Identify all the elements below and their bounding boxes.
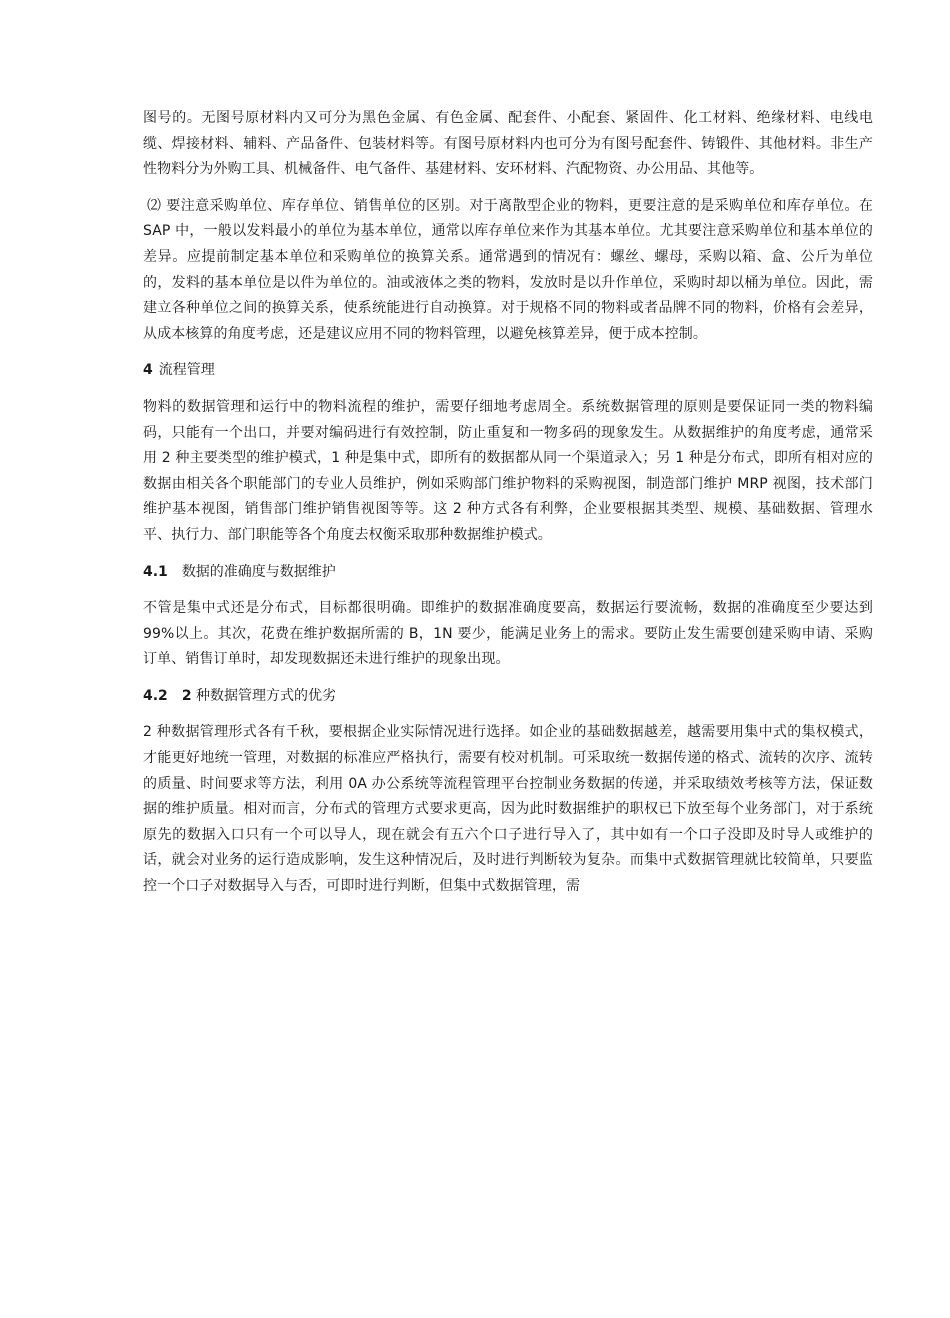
section-heading-4: [143, 358, 873, 384]
section-number: 4.1: [143, 563, 168, 580]
section-title-number: 2: [181, 687, 192, 704]
section-heading-4-2: [143, 684, 873, 710]
paragraph-data-accuracy: 不管是集中式还是分布式，目标都很明确。即维护的数据准确度要高，数据运行要流畅，数据的准确度至少要达到 99%以上。其次，花费在维护数据所需的 B，1N 要少，能满足业务上的需求。要防止发生需要创建采购申请、采购订单、销售订单时，却发现数据还未进行维护的现象出现。: [143, 600, 873, 668]
document-page: [143, 106, 873, 911]
section-title: 数据的准确度与数据维护: [181, 563, 336, 580]
section-number: 4.2: [143, 687, 168, 704]
paragraph-unit-differences: ⑵ 要注意采购单位、库存单位、销售单位的区别。对于离散型企业的物料，更要注意的是采购单位和库存单位。在 SAP 中，一般以发料最小的单位为基本单位，通常以库存单位来作为其基本单位。尤其要注意采购单位和基本单位的差异。应提前制定基本单位和采购单位的换算关系。通常遇到的情况有：螺丝、螺母，采购以箱、盒、公斤为单位的，发料的基本单位是以件为单位的。油或液体之类的物料，发放时是以升作单位，采购时却以桶为单位。因此，需建立各种单位之间的换算关系，使系统能进行自动换算。对于规格不同的物料或者品牌不同的物料，价格有会差异，从成本核算的角度考虑，还是建议应用不同的物料管理，以避免核算差异，便于成本控制。: [143, 197, 873, 342]
section-title: 种数据管理方式的优劣: [196, 687, 337, 704]
paragraph-material-classification: 图号的。无图号原材料内又可分为黑色金属、有色金属、配套件、小配套、紧固件、化工材料、绝缘材料、电线电缆、焊接材料、辅料、产品备件、包装材料等。有图号原材料内也可分为有图号配套件、铸锻件、其他材料。非生产性物料分为外购工具、机械备件、电气备件、基建材料、安环材料、汽配物资、办公用品、其他等。: [143, 110, 873, 178]
section-title: 流程管理: [158, 362, 215, 379]
paragraph-process-management: 物料的数据管理和运行中的物料流程的维护，需要仔细地考虑周全。系统数据管理的原则是要保证同一类的物料编码，只能有一个出口，并要对编码进行有效控制，防止重复和一物多码的现象发生。从数据维护的角度考虑，通常采用 2 种主要类型的维护模式，1 种是集中式，即所有的数据都从同一个渠道录入；另 1 种是分布式，即所有相对应的数据由相关各个职能部门的专业人员维护，例如采购部门维护物料的采购视图，制造部门维护 MRP 视图，技术部门维护基本视图，销售部门维护销售视图等等。这 2 种方式各有利弊，企业要根据其类型、规模、基础数据、管理水平、执行力、部门职能等各个角度去权衡采取那种数据维护模式。: [143, 398, 873, 543]
section-number: 4: [143, 362, 153, 379]
section-heading-4-1: [143, 560, 873, 586]
paragraph-management-modes: 2 种数据管理形式各有千秋，要根据企业实际情况进行选择。如企业的基础数据越差，越需要用集中式的集权模式，才能更好地统一管理，对数据的标准应严格执行，需要有校对机制。可采取统一数据传递的格式、流转的次序、流转的质量、时间要求等方法，利用 0A 办公系统等流程管理平台控制业务数据的传递，并采取绩效考核等方法，保证数据的维护质量。相对而言，分布式的管理方式要求更高，因为此时数据维护的职权已下放至每个业务部门，对于系统原先的数据入口只有一个可以导人，现在就会有五六个口子进行导入了，其中如有一个口子没即及时导人或维护的话，就会对业务的运行造成影响，发生这种情况后，及时进行判断较为复杂。而集中式数据管理就比较简单，只要监控一个口子对数据导入与否，可即时进行判断，但集中式数据管理，需: [143, 724, 873, 895]
